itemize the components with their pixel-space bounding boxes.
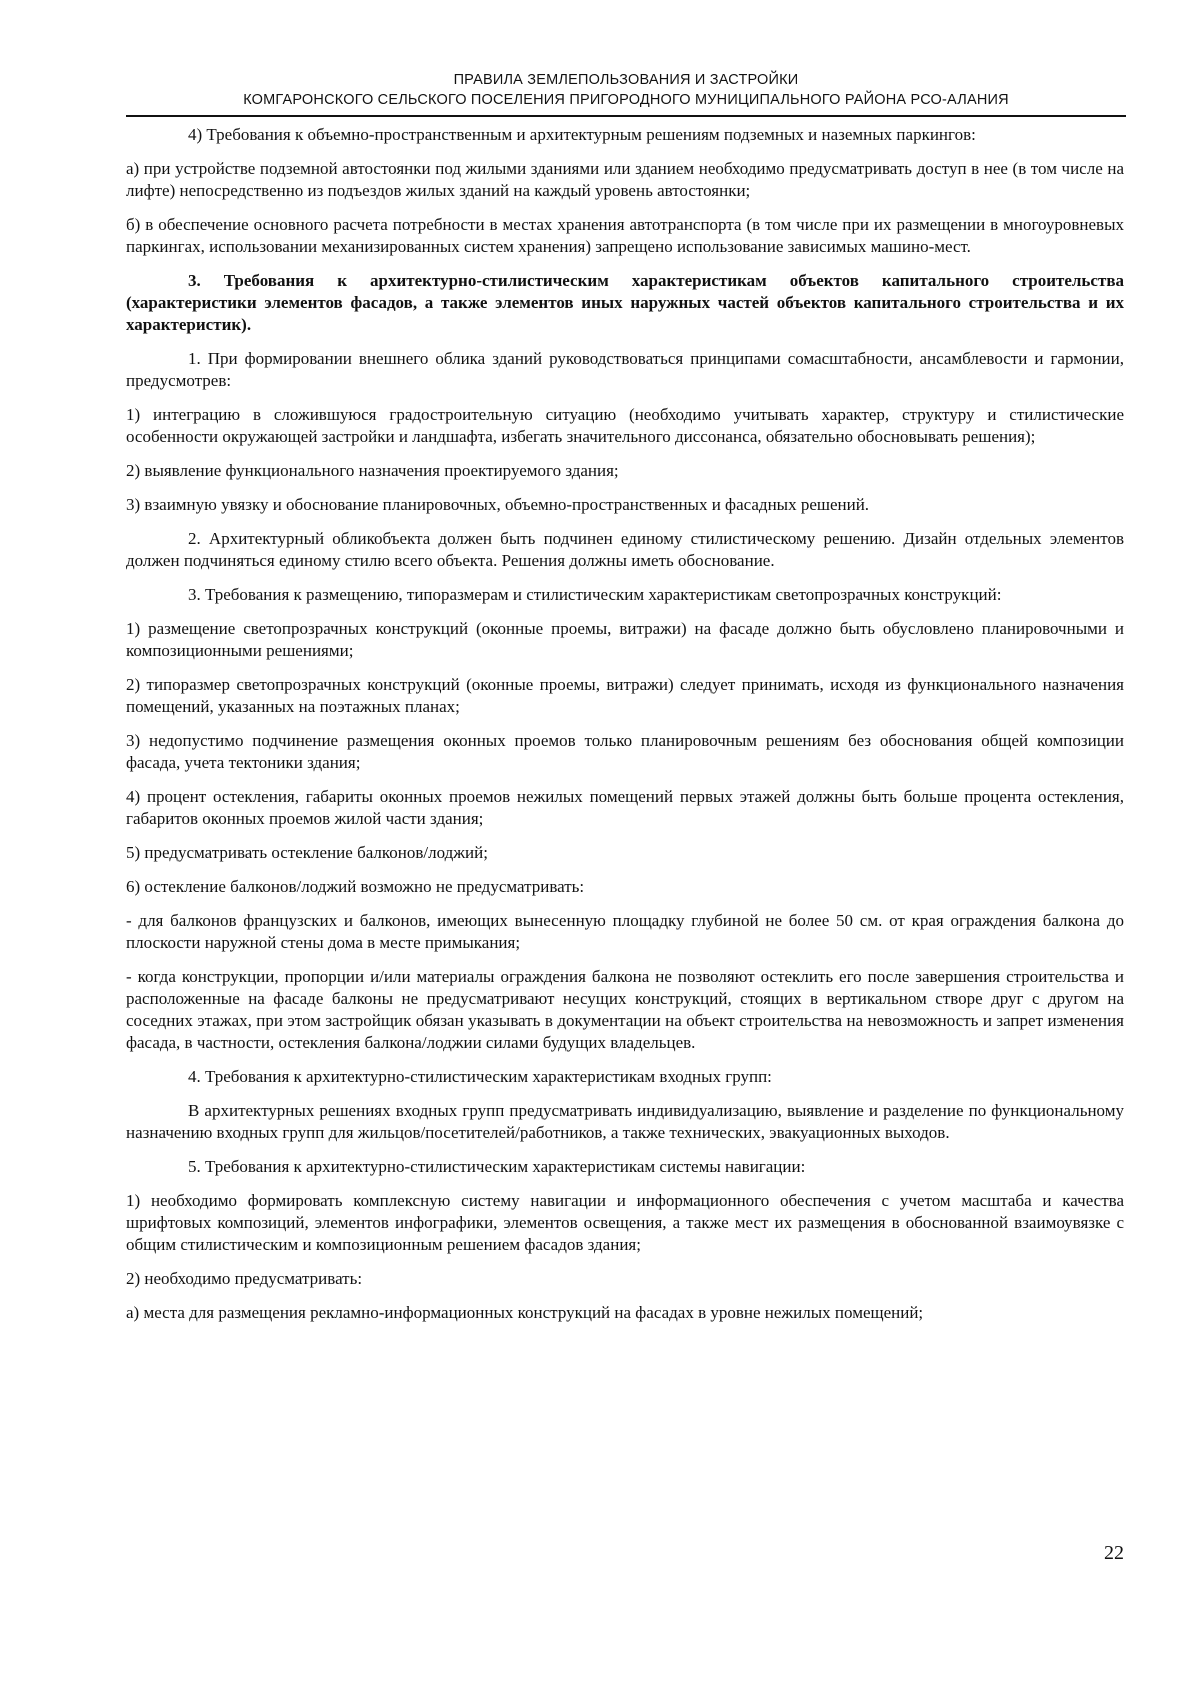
header-subtitle: КОМГАРОНСКОГО СЕЛЬСКОГО ПОСЕЛЕНИЯ ПРИГОРОДНОГО МУНИЦИПАЛЬНОГО РАЙОНА РСО-АЛАНИЯ [243, 92, 1009, 108]
section-heading: 3. Требования к архитектурно-стилистическим характеристикам объектов капитального строительства (характеристики элементов фасадов, а также элементов иных наружных частей объектов капитального строительства и их характеристик). [126, 271, 1124, 334]
paragraph: В архитектурных решениях входных групп предусматривать индивидуализацию, выявление и разделение по функциональному назначению входных групп для жильцов/посетителей/работников, а также технических, эвакуационных выходов. [126, 1101, 1124, 1142]
paragraph: 2. Архитектурный обликобъекта должен быть подчинен единому стилистическому решению. Дизайн отдельных элементов должен подчиняться единому стилю всего объекта. Решения должны иметь обоснование. [126, 529, 1124, 570]
header-divider [126, 115, 1126, 117]
document-body [126, 124, 1124, 1336]
paragraph: 2) типоразмер светопрозрачных конструкций (оконные проемы, витражи) следует принимать, исходя из функционального назначения помещений, указанных на поэтажных планах; [126, 675, 1124, 716]
paragraph: б) в обеспечение основного расчета потребности в местах хранения автотранспорта (в том числе при их размещении в многоуровневых паркингах, использовании механизированных систем хранения) запрещено использование зависимых машино-мест. [126, 215, 1124, 256]
paragraph: 2) выявление функционального назначения проектируемого здания; [126, 461, 619, 480]
paragraph: 1) интеграцию в сложившуюся градостроительную ситуацию (необходимо учитывать характер, структуру и стилистические особенности окружающей застройки и ландшафта, избегать значительного диссонанса, обязательно обосновывать решения); [126, 405, 1124, 446]
paragraph: - когда конструкции, пропорции и/или материалы ограждения балкона не позволяют остеклить его после завершения строительства и расположенные на фасаде балконы не предусматривают несущих конструкций, стоящих в вертикальном створе друг с другом на соседних этажах, при этом застройщик обязан указывать в документации на объект строительства на невозможность и запрет изменения фасада, в частности, остекления балкона/лоджии силами будущих владельцев. [126, 967, 1124, 1052]
paragraph: 4) процент остекления, габариты оконных проемов нежилых помещений первых этажей должны быть больше процента остекления, габаритов оконных проемов жилой части здания; [126, 787, 1124, 828]
paragraph: 1) необходимо формировать комплексную систему навигации и информационного обеспечения с учетом масштаба и качества шрифтовых композиций, элементов инфографики, элементов освещения, а также мест их размещения в обоснованной взаимоувязке с общим стилистическим и композиционным решением фасадов здания; [126, 1191, 1124, 1254]
paragraph: 3) взаимную увязку и обоснование планировочных, объемно-пространственных и фасадных решений. [126, 495, 870, 514]
paragraph: а) при устройстве подземной автостоянки под жилыми зданиями или зданием необходимо предусматривать доступ в нее (в том числе на лифте) непосредственно из подъездов жилых зданий на каждый уровень автостоянки; [126, 159, 1124, 200]
paragraph: 4. Требования к архитектурно-стилистическим характеристикам входных групп: [188, 1067, 772, 1086]
paragraph: 3) недопустимо подчинение размещения оконных проемов только планировочным решениям без обоснования общей композиции фасада, учета тектоники здания; [126, 731, 1124, 772]
paragraph: 1. При формировании внешнего облика зданий руководствоваться принципами сомасштабности, ансамблевости и гармонии, предусмотрев: [126, 349, 1124, 390]
paragraph: а) места для размещения рекламно-информационных конструкций на фасадах в уровне нежилых помещений; [126, 1303, 924, 1322]
paragraph: 3. Требования к размещению, типоразмерам и стилистическим характеристикам светопрозрачных конструкций: [188, 585, 1002, 604]
paragraph: 1) размещение светопрозрачных конструкций (оконные проемы, витражи) на фасаде должно быть обусловлено планировочными и композиционными решениями; [126, 619, 1124, 660]
running-header [126, 70, 1126, 110]
page-number: 22 [1104, 1542, 1124, 1564]
paragraph: 5. Требования к архитектурно-стилистическим характеристикам системы навигации: [188, 1157, 806, 1176]
paragraph: 4) Требования к объемно-пространственным и архитектурным решениям подземных и наземных паркингов: [188, 125, 976, 144]
paragraph: 6) остекление балконов/лоджий возможно не предусматривать: [126, 877, 585, 896]
paragraph: 5) предусматривать остекление балконов/лоджий; [126, 843, 488, 862]
paragraph: 2) необходимо предусматривать: [126, 1269, 363, 1288]
paragraph: - для балконов французских и балконов, имеющих вынесенную площадку глубиной не более 50 см. от края ограждения балкона до плоскости наружной стены дома в месте примыкания; [126, 911, 1124, 952]
header-title: ПРАВИЛА ЗЕМЛЕПОЛЬЗОВАНИЯ И ЗАСТРОЙКИ [453, 72, 799, 88]
